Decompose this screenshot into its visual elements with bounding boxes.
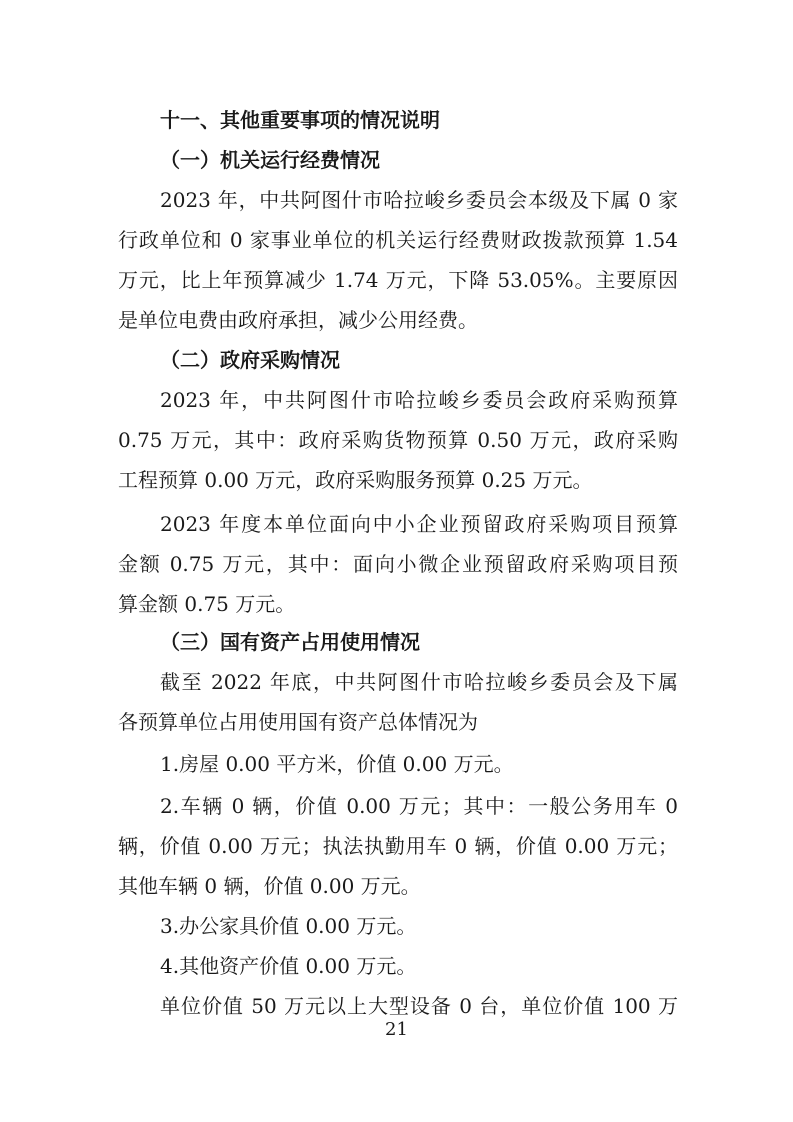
- paragraph-line: 其他车辆 0 辆，价值 0.00 万元。: [118, 874, 421, 898]
- paragraph-line: 辆，价值 0.00 万元；执法执勤用车 0 辆，价值 0.00 万元；: [118, 834, 678, 858]
- paragraph-line: 2023 年度本单位面向中小企业预留政府采购项目预算: [160, 512, 678, 536]
- paragraph-line: 截至 2022 年底，中共阿图什市哈拉峻乡委员会及下属: [160, 670, 678, 694]
- paragraph-line: 各预算单位占用使用国有资产总体情况为: [118, 710, 478, 734]
- paragraph-line: 金额 0.75 万元，其中：面向小微企业预留政府采购项目预: [118, 552, 678, 576]
- list-item-other-assets: 4.其他资产价值 0.00 万元。: [160, 954, 417, 978]
- paragraph-line: 算金额 0.75 万元。: [118, 592, 296, 616]
- paragraph-line: 行政单位和 0 家事业单位的机关运行经费财政拨款预算 1.54: [118, 228, 678, 252]
- section-heading-11: 十一、其他重要事项的情况说明: [160, 108, 440, 132]
- paragraph-line: 单位价值 50 万元以上大型设备 0 台，单位价值 100 万: [160, 994, 678, 1018]
- subheading-procurement: （二）政府采购情况: [160, 348, 340, 372]
- subheading-operating-expenses: （一）机关运行经费情况: [160, 148, 380, 172]
- paragraph-line: 工程预算 0.00 万元，政府采购服务预算 0.25 万元。: [118, 468, 593, 492]
- paragraph-line: 0.75 万元，其中：政府采购货物预算 0.50 万元，政府采购: [118, 428, 678, 452]
- page-number: 21: [385, 1019, 408, 1040]
- paragraph-line: 万元，比上年预算减少 1.74 万元，下降 53.05%。主要原因: [118, 268, 678, 292]
- list-item-furniture: 3.办公家具价值 0.00 万元。: [160, 914, 417, 938]
- list-item-vehicles: 2.车辆 0 辆，价值 0.00 万元；其中：一般公务用车 0: [160, 794, 678, 818]
- subheading-state-assets: （三）国有资产占用使用情况: [160, 630, 420, 654]
- paragraph-line: 是单位电费由政府承担，减少公用经费。: [118, 308, 478, 332]
- paragraph-line: 2023 年，中共阿图什市哈拉峻乡委员会政府采购预算: [160, 388, 678, 412]
- list-item-buildings: 1.房屋 0.00 平方米，价值 0.00 万元。: [160, 752, 514, 776]
- paragraph-line: 2023 年，中共阿图什市哈拉峻乡委员会本级及下属 0 家: [160, 188, 678, 212]
